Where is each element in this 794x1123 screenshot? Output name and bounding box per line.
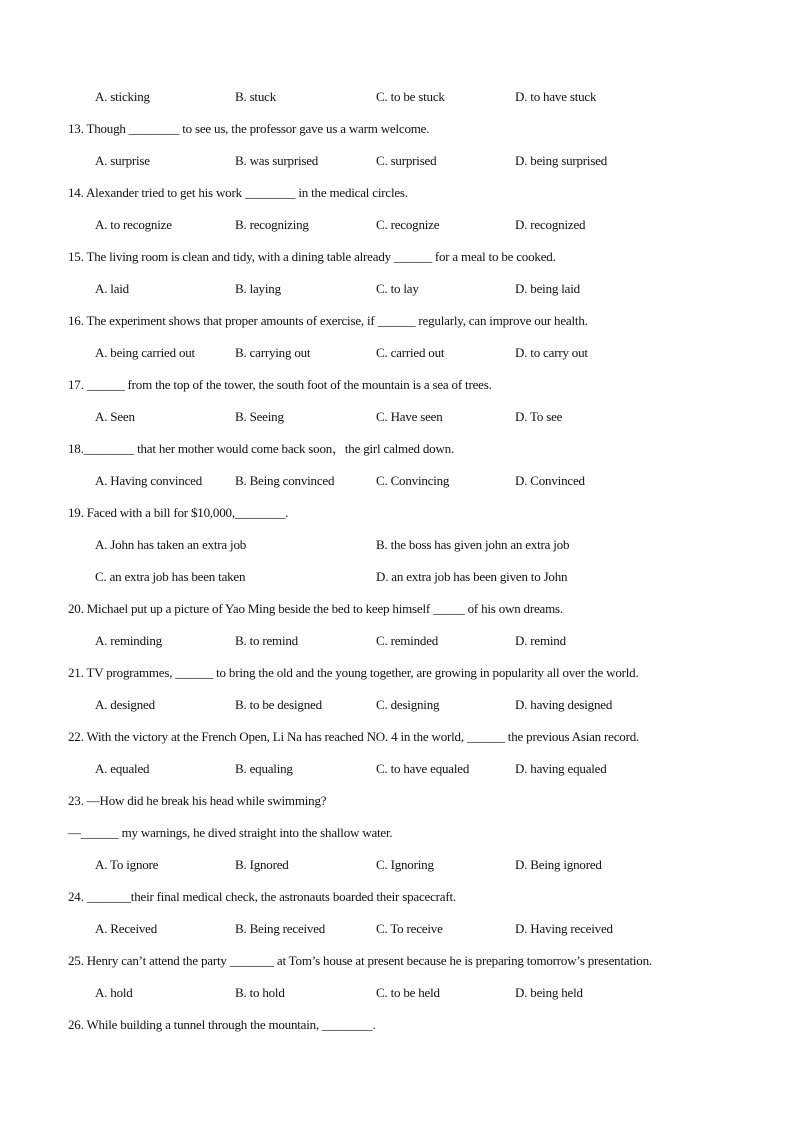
- q19-option-a: A. John has taken an extra job: [95, 537, 247, 552]
- q24-option-c: C. To receive: [376, 921, 443, 936]
- q18-option-b: B. Being convinced: [235, 473, 335, 488]
- q19-option-c: C. an extra job has been taken: [95, 569, 246, 584]
- q16-option-b: B. carrying out: [235, 345, 311, 360]
- q19-stem: 19. Faced with a bill for $10,000,________.: [68, 505, 289, 520]
- q12-option-d: D. to have stuck: [515, 89, 597, 104]
- q24-option-a: A. Received: [95, 921, 158, 936]
- q20-option-a: A. reminding: [95, 633, 162, 648]
- q12-option-c: C. to be stuck: [376, 89, 445, 104]
- q25-option-a: A. hold: [95, 985, 133, 1000]
- q13-stem: 13. Though ________ to see us, the professor gave us a warm welcome.: [68, 121, 430, 136]
- q21-option-b: B. to be designed: [235, 697, 322, 712]
- q26-stem: 26. While building a tunnel through the mountain, ________.: [68, 1017, 376, 1032]
- q24-option-d: D. Having received: [515, 921, 613, 936]
- q14-option-b: B. recognizing: [235, 217, 309, 232]
- q23-option-d: D. Being ignored: [515, 857, 602, 872]
- q25-option-b: B. to hold: [235, 985, 285, 1000]
- q25-stem: 25. Henry can’t attend the party _______ at Tom’s house at present because he is preparing tomorrow’s presentation.: [68, 953, 652, 968]
- q17-stem: 17. ______ from the top of the tower, the south foot of the mountain is a sea of trees.: [68, 377, 492, 392]
- q15-option-b: B. laying: [235, 281, 281, 296]
- q21-option-c: C. designing: [376, 697, 440, 712]
- q23-option-b: B. Ignored: [235, 857, 289, 872]
- q22-option-c: C. to have equaled: [376, 761, 470, 776]
- q19-option-d: D. an extra job has been given to John: [376, 569, 568, 584]
- q13-option-d: D. being surprised: [515, 153, 608, 168]
- q16-option-c: C. carried out: [376, 345, 445, 360]
- q17-option-c: C. Have seen: [376, 409, 443, 424]
- q16-option-a: A. being carried out: [95, 345, 195, 360]
- q14-option-d: D. recognized: [515, 217, 586, 232]
- q20-option-b: B. to remind: [235, 633, 298, 648]
- q12-option-b: B. stuck: [235, 89, 277, 104]
- q13-option-b: B. was surprised: [235, 153, 319, 168]
- q20-stem: 20. Michael put up a picture of Yao Ming beside the bed to keep himself _____ of his own dreams.: [68, 601, 563, 616]
- q12-option-a: A. sticking: [95, 89, 150, 104]
- q13-option-c: C. surprised: [376, 153, 437, 168]
- q22-option-a: A. equaled: [95, 761, 150, 776]
- q25-option-c: C. to be held: [376, 985, 440, 1000]
- q21-option-a: A. designed: [95, 697, 155, 712]
- q22-option-d: D. having equaled: [515, 761, 607, 776]
- q18-option-a: A. Having convinced: [95, 473, 203, 488]
- q23-option-a: A. To ignore: [95, 857, 159, 872]
- q13-option-a: A. surprise: [95, 153, 150, 168]
- q15-option-d: D. being laid: [515, 281, 580, 296]
- q16-option-d: D. to carry out: [515, 345, 588, 360]
- q21-option-d: D. having designed: [515, 697, 613, 712]
- q14-option-a: A. to recognize: [95, 217, 172, 232]
- q18-stem: 18.________ that her mother would come back soon，the girl calmed down.: [68, 441, 455, 456]
- q15-option-a: A. laid: [95, 281, 129, 296]
- q25-option-d: D. being held: [515, 985, 583, 1000]
- q23-stem-reply: —______ my warnings, he dived straight into the shallow water.: [68, 825, 393, 840]
- q23-option-c: C. Ignoring: [376, 857, 434, 872]
- q22-stem: 22. With the victory at the French Open, Li Na has reached NO. 4 in the world, ______ the previous Asian record.: [68, 729, 640, 744]
- q15-option-c: C. to lay: [376, 281, 419, 296]
- q15-stem: 15. The living room is clean and tidy, with a dining table already ______ for a meal to be cooked.: [68, 249, 556, 264]
- q18-option-d: D. Convinced: [515, 473, 585, 488]
- q20-option-d: D. remind: [515, 633, 566, 648]
- q16-stem: 16. The experiment shows that proper amounts of exercise, if ______ regularly, can improve our health.: [68, 313, 588, 328]
- q20-option-c: C. reminded: [376, 633, 439, 648]
- q23-stem: 23. —How did he break his head while swimming?: [68, 793, 327, 808]
- q14-stem: 14. Alexander tried to get his work ________ in the medical circles.: [68, 185, 408, 200]
- q14-option-c: C. recognize: [376, 217, 440, 232]
- q17-option-d: D. To see: [515, 409, 563, 424]
- q21-stem: 21. TV programmes, ______ to bring the old and the young together, are growing in popularity all over the world.: [68, 665, 639, 680]
- q24-stem: 24. _______their final medical check, the astronauts boarded their spacecraft.: [68, 889, 456, 904]
- q17-option-a: A. Seen: [95, 409, 135, 424]
- q18-option-c: C. Convincing: [376, 473, 450, 488]
- q17-option-b: B. Seeing: [235, 409, 284, 424]
- q22-option-b: B. equaling: [235, 761, 293, 776]
- q19-option-b: B. the boss has given john an extra job: [376, 537, 570, 552]
- q24-option-b: B. Being received: [235, 921, 326, 936]
